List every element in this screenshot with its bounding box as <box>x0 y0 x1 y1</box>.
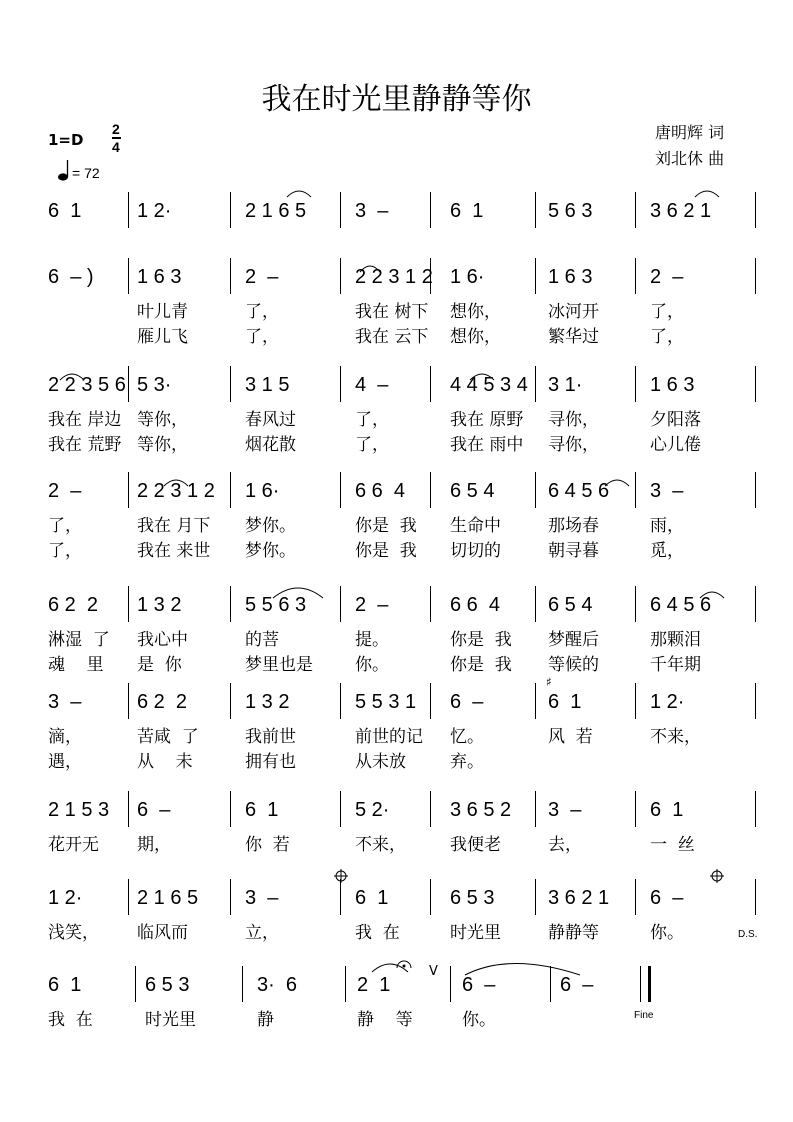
measure-notes-row <box>0 797 793 823</box>
lyric-verse-1: 期， <box>137 835 171 855</box>
measure-notes: 1 2· <box>650 691 685 713</box>
measure-notes: 4 – <box>355 374 389 396</box>
measure-notes: 6 – <box>560 974 594 996</box>
bar-line <box>755 366 756 402</box>
measure-notes: 1 6 3 <box>650 374 695 396</box>
lyric-verse-1: 那颗泪 <box>650 630 701 650</box>
lyric-verse-2: 我在 来世 <box>137 541 211 561</box>
lyric-verse-2: 觅， <box>650 541 684 561</box>
bar-line <box>755 192 756 228</box>
measure-notes-row <box>0 592 793 618</box>
measure-notes: 6 5 4 <box>548 594 593 616</box>
measure-notes-row <box>0 198 793 224</box>
measure-notes: 6 1 <box>245 799 279 821</box>
lyric-verse-1: 我 在 <box>48 1010 93 1030</box>
lyric-verse-1: 我 在 <box>355 923 400 943</box>
lyric-verse-2: 你是 我 <box>450 655 512 675</box>
lyric-verse-1: 了， <box>245 302 279 322</box>
lyric-verse-1: 我在 树下 <box>355 302 429 322</box>
measure-notes: 6 – ) <box>48 266 94 288</box>
lyric-verse-2: 从 未 <box>137 752 193 772</box>
lyric-verse-2-row <box>0 538 793 564</box>
lyric-verse-1-row <box>0 299 793 325</box>
measure-notes: 6 6 4 <box>450 594 501 616</box>
measure-notes: 3 – <box>245 887 279 909</box>
measure-notes-row <box>0 478 793 504</box>
measure-notes: 1 3 2 <box>137 594 182 616</box>
lyric-verse-1: 的菩 <box>245 630 279 650</box>
time-signature-bottom: 4 <box>112 139 120 155</box>
bar-line <box>755 472 756 508</box>
ds-marking: D.S. <box>738 929 758 940</box>
bar-line <box>230 586 231 622</box>
lyric-verse-1: 风 若 <box>548 727 593 747</box>
lyric-verse-2-row <box>0 432 793 458</box>
bar-line <box>128 879 129 915</box>
lyric-verse-1: 梦你。 <box>245 516 296 536</box>
measure-notes: 1 2· <box>48 887 83 909</box>
lyric-verse-2: 寻你， <box>548 435 599 455</box>
measure-notes: 6 – <box>137 799 171 821</box>
measure-notes: 2 – <box>355 594 389 616</box>
bar-line <box>535 192 536 228</box>
bar-line <box>340 192 341 228</box>
measure-notes: 2 2 3 5 6 <box>48 374 126 396</box>
measure-notes: 2 – <box>245 266 279 288</box>
measure-notes: 3 6 5 2 <box>450 799 512 821</box>
lyric-verse-1: 忆。 <box>450 727 484 747</box>
lyric-verse-2: 想你， <box>450 327 501 347</box>
measure-notes: 6 5 3 <box>145 974 190 996</box>
bar-line <box>340 879 341 915</box>
measure-notes: 6 1 <box>355 887 389 909</box>
lyric-verse-2: 弃。 <box>450 752 484 772</box>
lyric-verse-1: 那场春 <box>548 516 599 536</box>
bar-line <box>430 192 431 228</box>
bar-line <box>340 472 341 508</box>
bar-line <box>230 472 231 508</box>
bar-line <box>635 192 636 228</box>
lyric-verse-2: 我在 云下 <box>355 327 429 347</box>
composer-credit: 刘北休 曲 <box>655 149 725 168</box>
lyric-verse-1: 滴， <box>48 727 82 747</box>
slur-mark <box>287 191 311 197</box>
bar-line <box>128 258 129 294</box>
lyric-verse-1-row <box>0 627 793 653</box>
bar-line <box>230 791 231 827</box>
lyric-verse-1: 静 <box>257 1010 274 1030</box>
lyric-verse-1: 叶儿青 <box>137 302 188 322</box>
bar-line <box>430 683 431 719</box>
lyric-verse-2: 是 你 <box>137 655 182 675</box>
measure-notes: 2 1 6 5 <box>245 200 307 222</box>
score-system <box>0 592 793 702</box>
score-system <box>0 264 793 374</box>
measure-notes: 6 6 4 <box>355 480 406 502</box>
bar-line <box>242 966 243 1002</box>
measure-notes: 5 5 6 3 <box>245 594 307 616</box>
measure-notes: 6 1 <box>548 691 582 713</box>
lyric-verse-1-row <box>0 724 793 750</box>
lyric-verse-1: 了， <box>48 516 82 536</box>
bar-line <box>230 258 231 294</box>
lyric-verse-1: 静 等 <box>357 1010 413 1030</box>
bar-line <box>128 472 129 508</box>
lyric-verse-2: 了， <box>48 541 82 561</box>
measure-notes: 6 5 4 <box>450 480 495 502</box>
bar-line <box>135 966 136 1002</box>
measure-notes: 5 2· <box>355 799 390 821</box>
measure-notes: 6 5 3 <box>450 887 495 909</box>
lyric-verse-1: 不来， <box>650 727 701 747</box>
measure-notes: 1 6 3 <box>137 266 182 288</box>
measure-notes: 2 1 6 5 <box>137 887 199 909</box>
measure-notes: 6 4 5 6 <box>548 480 610 502</box>
bar-line <box>430 258 431 294</box>
lyric-verse-2-row <box>0 749 793 775</box>
bar-line <box>128 192 129 228</box>
lyric-verse-2: 你是 我 <box>355 541 417 561</box>
lyric-verse-1: 雨， <box>650 516 684 536</box>
bar-line <box>640 966 641 1002</box>
bar-line <box>340 366 341 402</box>
time-signature <box>112 122 121 154</box>
measure-notes: 3 – <box>650 480 684 502</box>
lyric-verse-1: 我心中 <box>137 630 188 650</box>
lyric-verse-1: 生命中 <box>450 516 501 536</box>
lyricist-credit: 唐明辉 词 <box>655 123 725 142</box>
time-signature-top: 2 <box>112 121 120 137</box>
measure-notes: 6 1 <box>650 799 684 821</box>
lyric-verse-1: 你 若 <box>245 835 290 855</box>
lyric-verse-1: 夕阳落 <box>650 410 701 430</box>
measure-notes: 2 – <box>650 266 684 288</box>
lyric-verse-1: 我便老 <box>450 835 501 855</box>
lyric-verse-1: 了， <box>650 302 684 322</box>
bar-line <box>635 683 636 719</box>
measure-notes: 2 2 3 1 2 <box>137 480 215 502</box>
measure-notes: 5 5 3 1 <box>355 691 417 713</box>
bar-line <box>535 366 536 402</box>
measure-notes: 2 1 5 3 <box>48 799 110 821</box>
lyric-verse-2: 你。 <box>355 655 389 675</box>
lyric-verse-2: 梦里也是 <box>245 655 313 675</box>
lyric-verse-2: 心儿倦 <box>650 435 701 455</box>
bar-line <box>535 683 536 719</box>
bar-line <box>535 879 536 915</box>
measure-notes: 6 2 2 <box>48 594 99 616</box>
measure-notes: 2 – <box>48 480 82 502</box>
lyric-verse-2: 雁儿飞 <box>137 327 188 347</box>
bar-line <box>230 366 231 402</box>
lyric-verse-2: 遇， <box>48 752 82 772</box>
bar-line <box>230 192 231 228</box>
fine-marking: Fine <box>634 1010 654 1021</box>
measure-notes: 6 2 2 <box>137 691 188 713</box>
measure-notes: 1 2· <box>137 200 172 222</box>
bar-line <box>340 791 341 827</box>
lyric-verse-2: 拥有也 <box>245 752 296 772</box>
measure-notes: 6 1 <box>450 200 484 222</box>
lyric-verse-1: 不来， <box>355 835 406 855</box>
measure-notes: 1 3 2 <box>245 691 290 713</box>
lyric-verse-1: 静静等 <box>548 923 599 943</box>
measure-notes: 6 1 <box>48 974 82 996</box>
bar-line <box>535 258 536 294</box>
bar-line <box>345 966 346 1002</box>
bar-line <box>430 879 431 915</box>
bar-line <box>635 791 636 827</box>
lyric-verse-2: 我在 雨中 <box>450 435 524 455</box>
lyric-verse-1: 你。 <box>650 923 684 943</box>
lyric-verse-1: 你是 我 <box>355 516 417 536</box>
lyric-verse-1-row <box>0 1007 793 1033</box>
lyric-verse-1-row <box>0 920 793 946</box>
lyric-verse-2-row <box>0 324 793 350</box>
lyric-verse-2: 从未放 <box>355 752 406 772</box>
score-system <box>0 372 793 482</box>
tempo-value: = 72 <box>72 165 100 181</box>
lyric-verse-1-row <box>0 513 793 539</box>
bar-line <box>430 366 431 402</box>
bar-line <box>430 791 431 827</box>
measure-notes: 4 4 5 3 4 <box>450 374 528 396</box>
bar-line <box>230 683 231 719</box>
score-system <box>0 972 793 1082</box>
bar-line <box>635 879 636 915</box>
lyric-verse-1: 等你， <box>137 410 188 430</box>
lyric-verse-2: 千年期 <box>650 655 701 675</box>
bar-line <box>230 879 231 915</box>
lyric-verse-2-row <box>0 857 793 883</box>
lyric-verse-1: 提。 <box>355 630 389 650</box>
lyric-verse-1: 寻你， <box>548 410 599 430</box>
measure-notes: 2 2 3 1 2 <box>355 266 433 288</box>
bar-line <box>128 366 129 402</box>
measure-notes-row <box>0 264 793 290</box>
measure-notes: 6 – <box>650 887 684 909</box>
bar-line <box>430 472 431 508</box>
bar-line <box>755 258 756 294</box>
lyric-verse-1-row <box>0 233 793 259</box>
lyric-verse-1: 淋湿 了 <box>48 630 110 650</box>
lyric-verse-1: 我在 原野 <box>450 410 524 430</box>
bar-line <box>128 683 129 719</box>
lyric-verse-1-row <box>0 407 793 433</box>
measure-notes: 3 – <box>355 200 389 222</box>
breath-mark: V <box>429 964 438 979</box>
bar-line <box>755 791 756 827</box>
lyric-verse-1: 冰河开 <box>548 302 599 322</box>
bar-line <box>635 472 636 508</box>
bar-line <box>535 472 536 508</box>
lyric-verse-1: 时光里 <box>145 1010 196 1030</box>
bar-line <box>128 791 129 827</box>
lyric-verse-1: 你是 我 <box>450 630 512 650</box>
score-system <box>0 478 793 588</box>
lyric-verse-1: 浅笑， <box>48 923 99 943</box>
lyric-verse-1: 了， <box>355 410 389 430</box>
lyric-verse-2: 繁华过 <box>548 327 599 347</box>
bar-line <box>635 366 636 402</box>
bar-line <box>340 683 341 719</box>
lyric-verse-1: 我前世 <box>245 727 296 747</box>
measure-notes: 3 1· <box>548 374 583 396</box>
measure-notes: 3 6 2 1 <box>650 200 712 222</box>
lyric-verse-2: 了， <box>650 327 684 347</box>
lyric-verse-2: 了， <box>245 327 279 347</box>
final-bar-line <box>648 966 651 1002</box>
slur-mark <box>695 191 719 197</box>
measure-notes-row <box>0 372 793 398</box>
measure-notes: 1 6· <box>450 266 485 288</box>
measure-notes: 6 4 5 6 <box>650 594 712 616</box>
measure-notes: 5 6 3 <box>548 200 593 222</box>
quarter-note-icon <box>58 160 72 182</box>
measure-notes-row <box>0 972 793 998</box>
lyric-verse-1: 临风而 <box>137 923 188 943</box>
lyric-verse-2: 烟花散 <box>245 435 296 455</box>
lyric-verse-2: 梦你。 <box>245 541 296 561</box>
measure-notes: 6 – <box>450 691 484 713</box>
lyric-verse-1: 花开无 <box>48 835 99 855</box>
bar-line <box>340 258 341 294</box>
measure-notes: 3· 6 <box>257 974 298 996</box>
bar-line <box>755 879 756 915</box>
measure-notes: 5 3· <box>137 374 172 396</box>
bar-line <box>755 586 756 622</box>
lyric-verse-1: 我在 月下 <box>137 516 211 536</box>
measure-notes: 3 – <box>548 799 582 821</box>
lyric-verse-1: 想你， <box>450 302 501 322</box>
lyric-verse-2: 等你， <box>137 435 188 455</box>
measure-notes: 3 6 2 1 <box>548 887 610 909</box>
lyric-verse-2: 朝寻暮 <box>548 541 599 561</box>
lyric-verse-2: 我在 荒野 <box>48 435 122 455</box>
lyric-verse-1: 梦醒后 <box>548 630 599 650</box>
bar-line <box>340 586 341 622</box>
lyric-verse-1: 时光里 <box>450 923 501 943</box>
bar-line <box>755 683 756 719</box>
measure-notes: 3 1 5 <box>245 374 290 396</box>
lyric-verse-2-row <box>0 945 793 971</box>
measure-notes: 6 – <box>462 974 496 996</box>
bar-line <box>430 586 431 622</box>
sharp-icon: ♯ <box>546 675 552 689</box>
lyric-verse-2: 等候的 <box>548 655 599 675</box>
measure-notes: 6 1 <box>48 200 82 222</box>
bar-line <box>535 791 536 827</box>
lyric-verse-1: 你。 <box>462 1010 496 1030</box>
key-signature: 1=D <box>48 131 84 149</box>
score-system <box>0 689 793 799</box>
lyric-verse-2: 切切的 <box>450 541 501 561</box>
lyric-verse-2: 魂 里 <box>48 655 104 675</box>
lyric-verse-1: 去， <box>548 835 582 855</box>
bar-line <box>635 586 636 622</box>
lyric-verse-2: 了， <box>355 435 389 455</box>
lyric-verse-2-row <box>0 652 793 678</box>
measure-notes: 1 6· <box>245 480 280 502</box>
measure-notes: 1 6 3 <box>548 266 593 288</box>
lyric-verse-1: 春风过 <box>245 410 296 430</box>
measure-notes: 2 1 <box>357 974 391 996</box>
bar-line <box>550 966 551 1002</box>
measure-notes: 3 – <box>48 691 82 713</box>
lyric-verse-2-row <box>0 1032 793 1058</box>
bar-line <box>128 586 129 622</box>
lyric-verse-1-row <box>0 832 793 858</box>
lyric-verse-1: 前世的记 <box>355 727 423 747</box>
measure-notes-row <box>0 885 793 911</box>
lyric-verse-1: 苦咸 了 <box>137 727 199 747</box>
lyric-verse-1: 一 丝 <box>650 835 695 855</box>
lyric-verse-1: 我在 岸边 <box>48 410 122 430</box>
lyric-verse-1: 立， <box>245 923 279 943</box>
song-title: 我在时光里静静等你 <box>261 82 532 117</box>
bar-line <box>450 966 451 1002</box>
bar-line <box>635 258 636 294</box>
measure-notes-row <box>0 689 793 715</box>
bar-line <box>535 586 536 622</box>
